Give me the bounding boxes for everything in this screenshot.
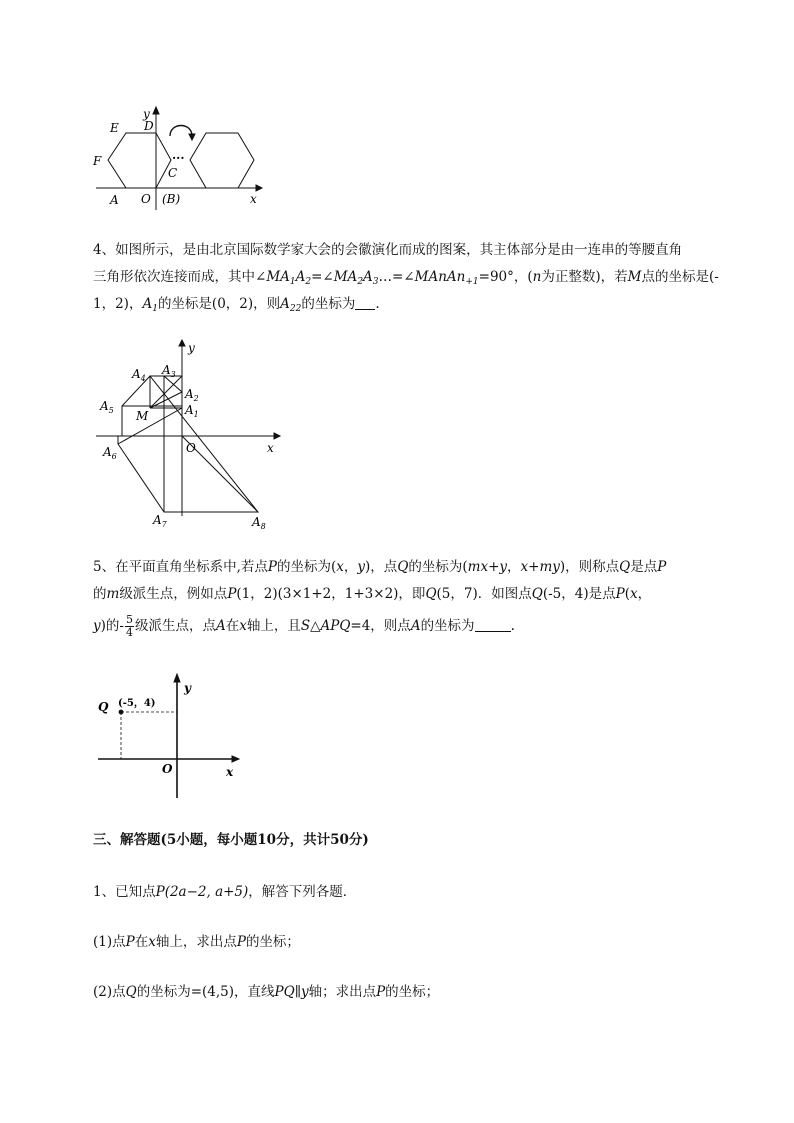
fig3-label-coord: (-5，4) — [118, 698, 156, 709]
point-Q — [119, 710, 124, 715]
fig2-label-y: y — [188, 341, 195, 355]
figure-hexagon-rolling — [88, 102, 278, 212]
fig2-label-A2: $A_2$ — [185, 387, 199, 403]
q5-line-3: y)的- $\frac{5}{4}$ 级派生点，点A在x轴上，且S△APQ=4，则点A的坐标为 . — [93, 613, 515, 639]
fig1-label-F: F — [93, 154, 102, 168]
hexagon-left — [108, 133, 171, 188]
hexagon-right — [190, 133, 254, 188]
fig1-label-O: O — [141, 192, 151, 206]
fig2-label-A5: $A_5$ — [100, 399, 114, 415]
fig2-label-M: M — [136, 409, 149, 423]
line-A7-A8 — [150, 376, 258, 512]
fig1-label-C: C — [168, 166, 178, 180]
fig1-label-y: y — [143, 107, 150, 121]
fig3-label-O: O — [162, 762, 173, 776]
fig2-label-x: x — [267, 441, 274, 455]
fig3-label-y: y — [184, 681, 191, 695]
section-3-title: 三、解答题(5小题，每小题10分，共计50分) — [93, 832, 369, 848]
y-axis-arrow — [179, 340, 185, 346]
fig2-label-A6: $A_6$ — [103, 445, 117, 461]
p1-intro: 1、已知点P(2a−2, a+5)，解答下列各题． — [93, 884, 357, 900]
fig1-label-E: E — [110, 121, 119, 135]
figure-triangle-spiral — [96, 336, 296, 532]
q5-line-2: 的m级派生点，例如点P(1，2)(3×1+2，1+3×2)，即Q(5，7)．如图点Q(-5，4)是点P(x， — [93, 586, 652, 602]
q4-line-3: 1，2)，$A_1$的坐标是(0，2)，则$A_{22}$的坐标为 . — [93, 296, 380, 314]
fig3-label-x: x — [226, 765, 234, 779]
fig1-label-B: (B) — [162, 192, 181, 206]
p1-part-1: (1)点P在x轴上，求出点P的坐标； — [93, 934, 300, 950]
fig2-label-A8: $A_8$ — [252, 515, 266, 531]
fig1-label-D: D — [144, 119, 154, 133]
fig2-label-A4: $A_4$ — [132, 367, 146, 383]
line-A5-A6 — [118, 408, 182, 444]
q5-line-1: 5、在平面直角坐标系中,若点P的坐标为(x，y)，点Q的坐标为(mx+y，x+my)，则称点Q是点P — [93, 559, 667, 575]
figure-point-Q — [94, 672, 254, 802]
fig1-label-A: A — [110, 193, 119, 207]
fig2-label-O: O — [186, 441, 196, 455]
fraction-5-4: $\frac{5}{4}$ — [125, 613, 133, 639]
fig1-label-dots: ··· — [172, 151, 185, 165]
fig2-label-A1: $A_1$ — [185, 403, 199, 419]
fig3-label-Q: Q — [98, 700, 109, 714]
q4-answer-blank[interactable] — [355, 296, 375, 310]
x-axis-arrow — [274, 433, 280, 439]
q4-line-1: 4、如图所示，是由北京国际数学家大会的会徽演化而成的图案，其主体部分是由一连串的等腰直角 — [93, 242, 683, 258]
fig2-label-A3: $A_3$ — [162, 363, 176, 379]
line-M-A3 — [150, 376, 182, 408]
fig1-label-x: x — [250, 192, 257, 206]
q5-answer-blank[interactable] — [475, 618, 511, 632]
p1-part-2: (2)点Q的坐标为=(4,5)，直线PQ∥y轴；求出点P的坐标； — [93, 984, 440, 1000]
q4-line-2: 三角形依次连接而成，其中$\angle MA_1A_2=\angle MA_2A_3\dots=\angle MAnAn_{+1}=90^\circ$，(n为正整数)，若M点的坐标是(- — [93, 269, 719, 287]
y-axis-arrow — [153, 107, 159, 114]
y-axis-arrow — [174, 674, 180, 682]
fig2-label-A7: $A_7$ — [153, 513, 167, 529]
x-axis-arrow — [256, 185, 262, 191]
x-axis-arrow — [232, 756, 239, 762]
rotation-arrow-head — [189, 134, 195, 140]
